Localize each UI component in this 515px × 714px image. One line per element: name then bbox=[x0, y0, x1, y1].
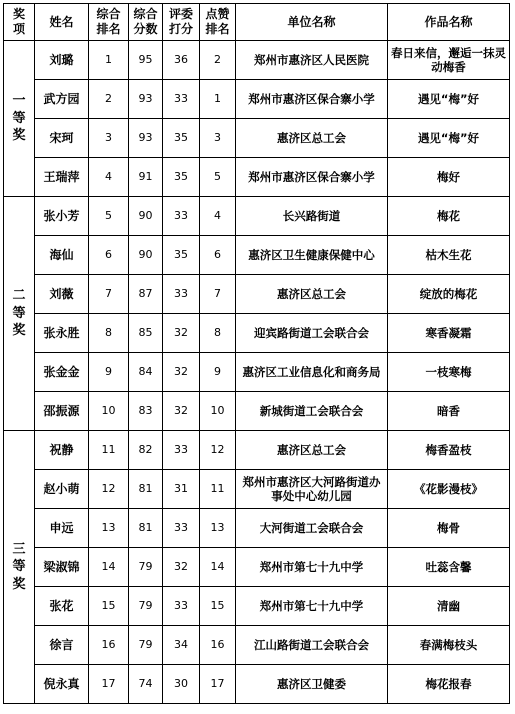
judge-score: 33 bbox=[163, 509, 200, 548]
unit-name: 郑州市第七十九中学 bbox=[236, 548, 388, 587]
like-rank: 12 bbox=[200, 431, 236, 470]
work-title: 春满梅枝头 bbox=[388, 626, 510, 665]
work-title: 梅骨 bbox=[388, 509, 510, 548]
participant-name: 王瑞萍 bbox=[35, 158, 89, 197]
overall-rank: 6 bbox=[89, 236, 129, 275]
unit-name: 大河街道工会联合会 bbox=[236, 509, 388, 548]
judge-score: 33 bbox=[163, 587, 200, 626]
overall-rank: 4 bbox=[89, 158, 129, 197]
header-unit: 单位名称 bbox=[236, 4, 388, 41]
overall-score: 79 bbox=[129, 587, 163, 626]
unit-name: 江山路街道工会联合会 bbox=[236, 626, 388, 665]
judge-score: 32 bbox=[163, 392, 200, 431]
work-title: 绽放的梅花 bbox=[388, 275, 510, 314]
participant-name: 赵小萌 bbox=[35, 470, 89, 509]
overall-score: 84 bbox=[129, 353, 163, 392]
table-row bbox=[4, 431, 510, 470]
unit-name: 惠济区总工会 bbox=[236, 275, 388, 314]
participant-name: 海仙 bbox=[35, 236, 89, 275]
participant-name: 倪永真 bbox=[35, 665, 89, 704]
overall-rank: 5 bbox=[89, 197, 129, 236]
participant-name: 刘璐 bbox=[35, 41, 89, 80]
header-rank bbox=[89, 4, 129, 41]
like-rank: 6 bbox=[200, 236, 236, 275]
like-rank: 17 bbox=[200, 665, 236, 704]
table-body bbox=[4, 41, 510, 704]
judge-score: 35 bbox=[163, 158, 200, 197]
table-row bbox=[4, 392, 510, 431]
work-title: 梅花 bbox=[388, 197, 510, 236]
table-row bbox=[4, 548, 510, 587]
judge-score: 33 bbox=[163, 197, 200, 236]
overall-rank: 7 bbox=[89, 275, 129, 314]
work-title: 暗香 bbox=[388, 392, 510, 431]
table-row bbox=[4, 197, 510, 236]
participant-name: 申远 bbox=[35, 509, 89, 548]
participant-name: 武方园 bbox=[35, 80, 89, 119]
table-row bbox=[4, 314, 510, 353]
like-rank: 10 bbox=[200, 392, 236, 431]
award-level-label: 一等奖 bbox=[12, 93, 26, 144]
table-row bbox=[4, 119, 510, 158]
work-title: 梅花报春 bbox=[388, 665, 510, 704]
overall-rank: 15 bbox=[89, 587, 129, 626]
overall-rank: 16 bbox=[89, 626, 129, 665]
like-rank: 7 bbox=[200, 275, 236, 314]
participant-name: 邵振源 bbox=[35, 392, 89, 431]
overall-score: 83 bbox=[129, 392, 163, 431]
work-title: 一枝寒梅 bbox=[388, 353, 510, 392]
award-level-cell bbox=[4, 41, 35, 197]
header-judge-label: 评委 打分 bbox=[168, 7, 193, 36]
like-rank: 1 bbox=[200, 80, 236, 119]
overall-score: 85 bbox=[129, 314, 163, 353]
header-like-rank-label: 点赞 排名 bbox=[205, 7, 230, 36]
unit-name: 郑州市惠济区大河路街道办事处中心幼儿园 bbox=[236, 470, 388, 509]
like-rank: 14 bbox=[200, 548, 236, 587]
header-award bbox=[4, 4, 35, 41]
like-rank: 4 bbox=[200, 197, 236, 236]
overall-rank: 1 bbox=[89, 41, 129, 80]
judge-score: 31 bbox=[163, 470, 200, 509]
judge-score: 32 bbox=[163, 353, 200, 392]
like-rank: 11 bbox=[200, 470, 236, 509]
work-title: 梅好 bbox=[388, 158, 510, 197]
award-level-cell bbox=[4, 431, 35, 704]
header-work: 作品名称 bbox=[388, 4, 510, 41]
header-judge bbox=[163, 4, 200, 41]
participant-name: 张花 bbox=[35, 587, 89, 626]
table-row bbox=[4, 665, 510, 704]
unit-name: 郑州市惠济区人民医院 bbox=[236, 41, 388, 80]
overall-score: 79 bbox=[129, 626, 163, 665]
overall-score: 74 bbox=[129, 665, 163, 704]
work-title: 遇见“梅”好 bbox=[388, 119, 510, 158]
work-title: 梅香盈枝 bbox=[388, 431, 510, 470]
overall-rank: 13 bbox=[89, 509, 129, 548]
like-rank: 15 bbox=[200, 587, 236, 626]
award-level-label: 二等奖 bbox=[12, 288, 26, 339]
work-title: 寒香凝霜 bbox=[388, 314, 510, 353]
unit-name: 迎宾路街道工会联合会 bbox=[236, 314, 388, 353]
table-row bbox=[4, 509, 510, 548]
judge-score: 32 bbox=[163, 314, 200, 353]
participant-name: 祝静 bbox=[35, 431, 89, 470]
header-award-label: 奖 项 bbox=[12, 7, 25, 36]
judge-score: 30 bbox=[163, 665, 200, 704]
like-rank: 16 bbox=[200, 626, 236, 665]
overall-rank: 2 bbox=[89, 80, 129, 119]
like-rank: 2 bbox=[200, 41, 236, 80]
participant-name: 刘薇 bbox=[35, 275, 89, 314]
overall-score: 91 bbox=[129, 158, 163, 197]
participant-name: 张永胜 bbox=[35, 314, 89, 353]
overall-rank: 9 bbox=[89, 353, 129, 392]
award-level-cell bbox=[4, 197, 35, 431]
header-like-rank bbox=[200, 4, 236, 41]
unit-name: 长兴路街道 bbox=[236, 197, 388, 236]
table-row bbox=[4, 158, 510, 197]
overall-rank: 14 bbox=[89, 548, 129, 587]
unit-name: 郑州市第七十九中学 bbox=[236, 587, 388, 626]
unit-name: 郑州市惠济区保合寨小学 bbox=[236, 158, 388, 197]
table-row bbox=[4, 275, 510, 314]
judge-score: 32 bbox=[163, 548, 200, 587]
header-score bbox=[129, 4, 163, 41]
overall-rank: 3 bbox=[89, 119, 129, 158]
unit-name: 惠济区卫健委 bbox=[236, 665, 388, 704]
overall-score: 82 bbox=[129, 431, 163, 470]
participant-name: 张小芳 bbox=[35, 197, 89, 236]
work-title: 《花影漫枝》 bbox=[388, 470, 510, 509]
participant-name: 梁淑锦 bbox=[35, 548, 89, 587]
overall-score: 93 bbox=[129, 80, 163, 119]
overall-score: 81 bbox=[129, 470, 163, 509]
participant-name: 张金金 bbox=[35, 353, 89, 392]
work-title: 清幽 bbox=[388, 587, 510, 626]
overall-score: 90 bbox=[129, 197, 163, 236]
table-row bbox=[4, 470, 510, 509]
like-rank: 9 bbox=[200, 353, 236, 392]
judge-score: 36 bbox=[163, 41, 200, 80]
overall-score: 95 bbox=[129, 41, 163, 80]
table-row bbox=[4, 626, 510, 665]
unit-name: 惠济区卫生健康保健中心 bbox=[236, 236, 388, 275]
table-row bbox=[4, 353, 510, 392]
judge-score: 33 bbox=[163, 275, 200, 314]
like-rank: 8 bbox=[200, 314, 236, 353]
judge-score: 35 bbox=[163, 236, 200, 275]
overall-rank: 11 bbox=[89, 431, 129, 470]
table-row bbox=[4, 587, 510, 626]
work-title: 遇见“梅”好 bbox=[388, 80, 510, 119]
unit-name: 惠济区总工会 bbox=[236, 119, 388, 158]
overall-rank: 8 bbox=[89, 314, 129, 353]
judge-score: 33 bbox=[163, 431, 200, 470]
table-row bbox=[4, 236, 510, 275]
header-row bbox=[4, 4, 510, 41]
table-row bbox=[4, 80, 510, 119]
overall-score: 87 bbox=[129, 275, 163, 314]
participant-name: 宋珂 bbox=[35, 119, 89, 158]
unit-name: 郑州市惠济区保合寨小学 bbox=[236, 80, 388, 119]
overall-score: 93 bbox=[129, 119, 163, 158]
header-name: 姓名 bbox=[35, 4, 89, 41]
like-rank: 3 bbox=[200, 119, 236, 158]
unit-name: 新城街道工会联合会 bbox=[236, 392, 388, 431]
work-title: 吐蕊含馨 bbox=[388, 548, 510, 587]
work-title: 枯木生花 bbox=[388, 236, 510, 275]
participant-name: 徐言 bbox=[35, 626, 89, 665]
overall-score: 79 bbox=[129, 548, 163, 587]
award-level-label: 三等奖 bbox=[12, 541, 26, 592]
unit-name: 惠济区总工会 bbox=[236, 431, 388, 470]
overall-rank: 12 bbox=[89, 470, 129, 509]
header-score-label: 综合 分数 bbox=[133, 7, 158, 36]
like-rank: 5 bbox=[200, 158, 236, 197]
overall-rank: 10 bbox=[89, 392, 129, 431]
work-title: 春日来信，邂逅一抹灵动梅香 bbox=[388, 41, 510, 80]
judge-score: 34 bbox=[163, 626, 200, 665]
overall-score: 90 bbox=[129, 236, 163, 275]
award-results-table bbox=[3, 3, 510, 704]
overall-rank: 17 bbox=[89, 665, 129, 704]
table-row bbox=[4, 41, 510, 80]
header-rank-label: 综合 排名 bbox=[96, 7, 121, 36]
like-rank: 13 bbox=[200, 509, 236, 548]
judge-score: 33 bbox=[163, 80, 200, 119]
overall-score: 81 bbox=[129, 509, 163, 548]
judge-score: 35 bbox=[163, 119, 200, 158]
unit-name: 惠济区工业信息化和商务局 bbox=[236, 353, 388, 392]
